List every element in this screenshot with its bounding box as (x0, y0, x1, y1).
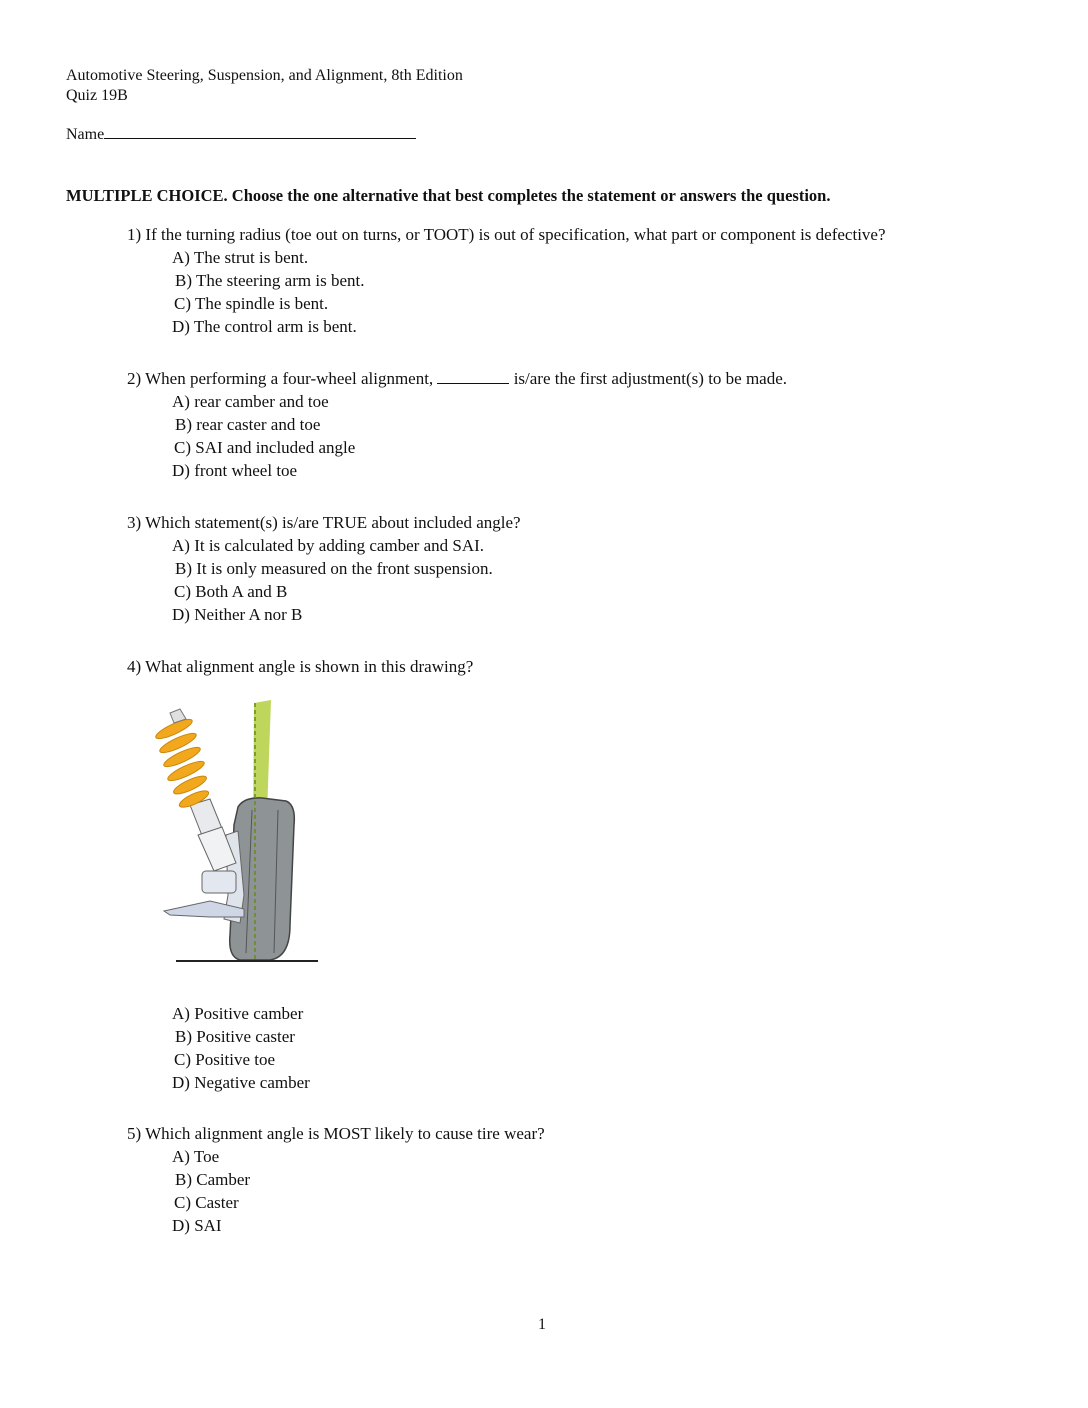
q2-option-b: B) rear caster and toe (175, 415, 321, 434)
q1-option-c: C) The spindle is bent. (174, 294, 329, 313)
question-2 (127, 367, 787, 390)
quiz-label: Quiz 19B (66, 87, 128, 104)
q1-option-d: D) The control arm is bent. (172, 317, 357, 336)
suspension-camber-figure (140, 695, 340, 970)
q2-text-before: 2) When performing a four-wheel alignment, (127, 369, 434, 388)
name-label: Name (66, 126, 105, 143)
question-1: 1) If the turning radius (toe out on turns, or TOOT) is out of specification, what part or component is defective? (127, 225, 886, 244)
q2-option-d: D) front wheel toe (172, 461, 298, 480)
name-field (66, 124, 416, 145)
q2-option-a: A) rear camber and toe (172, 392, 329, 411)
q1-option-a: A) The strut is bent. (172, 248, 309, 267)
q3-option-a: A) It is calculated by adding camber and SAI. (172, 536, 485, 555)
q1-option-b: B) The steering arm is bent. (175, 271, 365, 290)
q3-option-b: B) It is only measured on the front suspension. (175, 559, 493, 578)
q2-text-after: is/are the first adjustment(s) to be made. (513, 369, 788, 388)
page-number: 1 (538, 1316, 546, 1333)
q4-option-c: C) Positive toe (174, 1050, 276, 1069)
question-3: 3) Which statement(s) is/are TRUE about included angle? (127, 513, 521, 532)
q5-option-c: C) Caster (174, 1193, 239, 1212)
q3-option-d: D) Neither A nor B (172, 605, 303, 624)
q4-option-b: B) Positive caster (175, 1027, 295, 1046)
strut-wheel-drawing-icon (140, 695, 340, 970)
q5-option-a: A) Toe (172, 1147, 220, 1166)
q2-option-c: C) SAI and included angle (174, 438, 356, 457)
name-blank-line (104, 124, 416, 139)
q5-option-b: B) Camber (175, 1170, 251, 1189)
document-title: Automotive Steering, Suspension, and Alignment, 8th Edition (66, 67, 463, 84)
q4-option-d: D) Negative camber (172, 1073, 310, 1092)
section-instructions: MULTIPLE CHOICE. Choose the one alternative that best completes the statement or answers the question. (66, 186, 831, 205)
question-5: 5) Which alignment angle is MOST likely to cause tire wear? (127, 1124, 545, 1143)
question-4: 4) What alignment angle is shown in this drawing? (127, 657, 474, 676)
q2-blank (437, 369, 509, 384)
q4-option-a: A) Positive camber (172, 1004, 304, 1023)
q3-option-c: C) Both A and B (174, 582, 288, 601)
q5-option-d: D) SAI (172, 1216, 222, 1235)
